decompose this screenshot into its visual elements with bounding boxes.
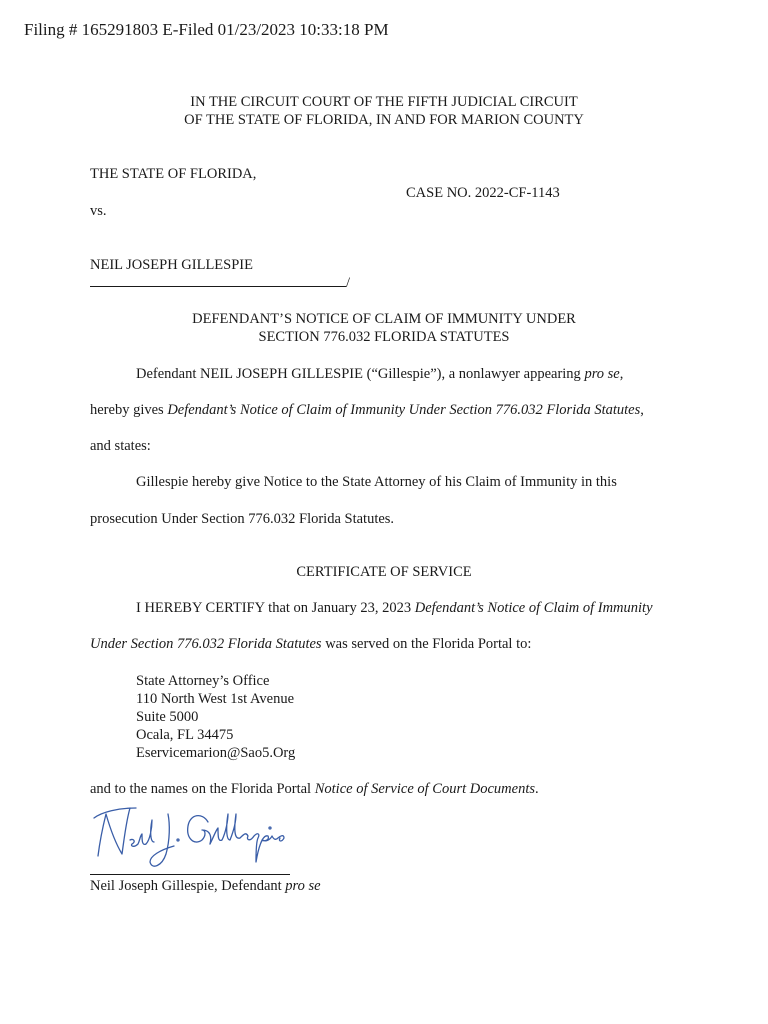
body-italic-text: Defendant’s Notice of Claim of Immunity [414,600,653,616]
body-text: and to the names on the Florida Portal [90,781,315,797]
body-text: was served on the Florida Portal to: [321,636,532,652]
case-number: CASE NO. 2022-CF-1143 [406,185,560,201]
signer-name [90,878,321,895]
document-title-line-2: SECTION 776.032 FLORIDA STATUTES [258,329,510,345]
body-italic-text: Notice of Service of Court Documents [314,781,535,797]
defendant-name: NEIL JOSEPH GILLESPIE [90,257,253,273]
court-heading-line-1: IN THE CIRCUIT COURT OF THE FIFTH JUDICIAL CIRCUIT [190,94,578,110]
caption-rule [90,275,350,292]
caption-slash: / [346,275,351,291]
body-text: Neil Joseph Gillespie, Defendant [90,878,286,894]
address-line: Suite 5000 [136,709,199,725]
body-text: , [640,402,644,418]
body-text: I HEREBY CERTIFY that on January 23, 2023 [136,600,415,616]
service-address [136,672,295,762]
body-paragraph-line: Gillespie hereby give Notice to the State Attorney of his Claim of Immunity in this [136,474,617,490]
versus-label: vs. [90,203,107,219]
certificate-line [90,636,531,653]
document-title-line-1: DEFENDANT’S NOTICE OF CLAIM OF IMMUNITY UNDER [192,311,576,327]
body-text: Defendant NEIL JOSEPH GILLESPIE (“Gillespie”), a nonlawyer appearing [136,366,585,382]
handwritten-signature [90,800,290,874]
address-line: 110 North West 1st Avenue [136,691,295,707]
caption-underline [90,276,346,287]
body-paragraph-line: and states: [90,438,151,454]
body-paragraph-line [90,402,644,419]
body-text: hereby gives [90,402,168,418]
address-line: Ocala, FL 34475 [136,727,234,743]
certificate-line [136,600,653,617]
plaintiff-name: THE STATE OF FLORIDA, [90,166,257,182]
filing-stamp: Filing # 165291803 E-Filed 01/23/2023 10:33:18 PM [24,20,389,39]
body-text: . [535,781,539,797]
signature-line [90,874,290,875]
body-paragraph-line: prosecution Under Section 776.032 Florida Statutes. [90,511,395,527]
body-italic-text: pro se [285,878,321,894]
address-line: State Attorney’s Office [136,673,270,689]
body-italic-text: Defendant’s Notice of Claim of Immunity Under Section 776.032 Florida Statutes [167,402,641,418]
address-email: Eservicemarion@Sao5.Org [136,745,296,761]
body-italic-text: pro se [584,366,620,382]
certificate-line [90,781,539,798]
certificate-heading: CERTIFICATE OF SERVICE [296,564,472,580]
body-paragraph-line [136,366,623,383]
court-heading-line-2: OF THE STATE OF FLORIDA, IN AND FOR MARION COUNTY [184,112,584,128]
body-italic-text: Under Section 776.032 Florida Statutes [90,636,322,652]
body-text: , [619,366,624,382]
